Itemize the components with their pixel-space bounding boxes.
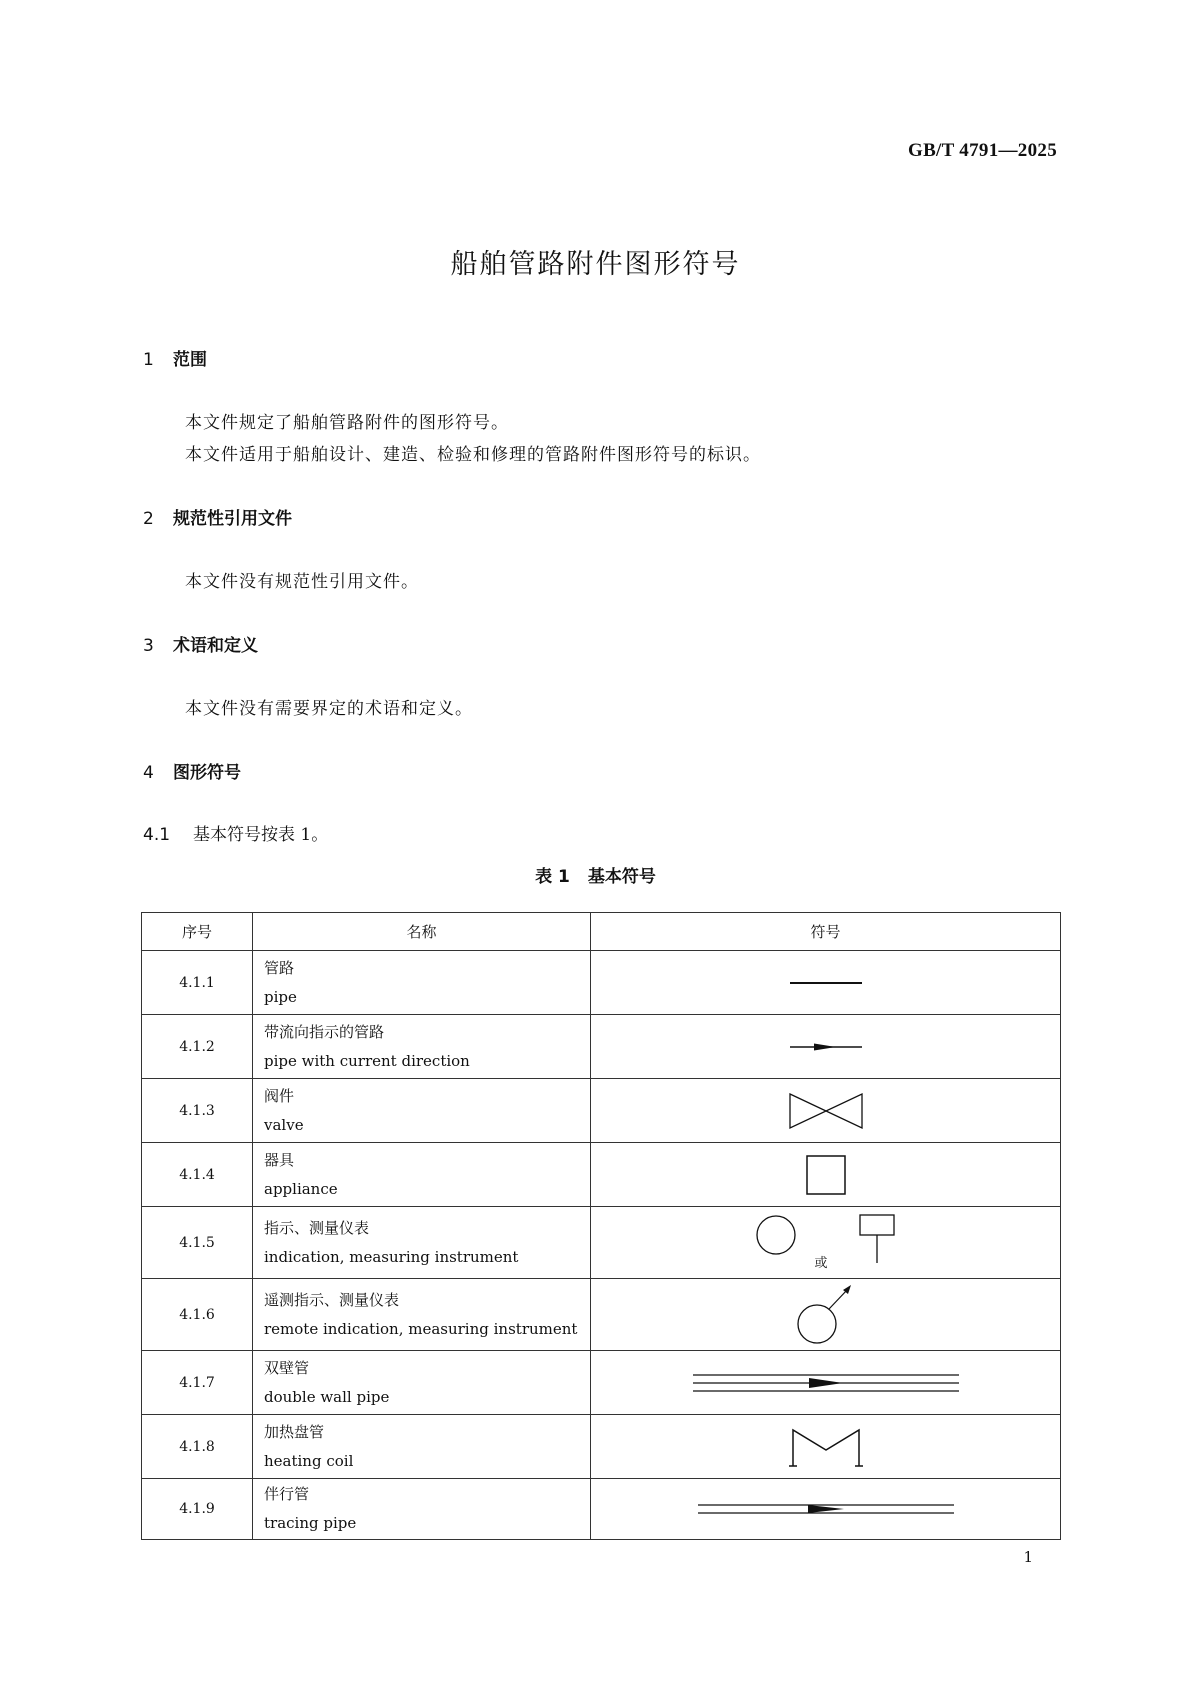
row-id: 4.1.9 [142, 1479, 253, 1540]
name-en: appliance [264, 1179, 338, 1198]
table-row [142, 1279, 1061, 1351]
name-en: double wall pipe [264, 1387, 390, 1406]
name-zh: 管路 [264, 958, 295, 977]
table-row [142, 1415, 1061, 1479]
row-name [253, 1415, 591, 1479]
section-number: 1 [143, 350, 154, 370]
row-symbol [591, 1015, 1061, 1079]
table-row [142, 1143, 1061, 1207]
header-symbol: 符号 [591, 913, 1061, 951]
header-serial: 序号 [142, 913, 253, 951]
row-symbol [591, 1079, 1061, 1143]
name-zh: 遥测指示、测量仪表 [264, 1290, 400, 1309]
appliance-symbol [805, 1154, 847, 1196]
page-number: 1 [1023, 1548, 1033, 1566]
table-row [142, 1015, 1061, 1079]
name-zh: 加热盘管 [264, 1422, 325, 1441]
clause-number: 4.1 [143, 825, 171, 845]
tracing-pipe-symbol [696, 1502, 956, 1516]
row-id: 4.1.1 [142, 951, 253, 1015]
row-symbol [591, 1351, 1061, 1415]
row-symbol [591, 1279, 1061, 1351]
row-id: 4.1.4 [142, 1143, 253, 1207]
paragraph: 本文件没有需要界定的术语和定义。 [185, 699, 473, 719]
symbols-table [141, 912, 1061, 1540]
row-symbol [591, 1479, 1061, 1540]
name-zh: 器具 [264, 1150, 295, 1169]
name-en: pipe [264, 987, 297, 1006]
or-label: 或 [813, 1255, 828, 1271]
name-zh: 指示、测量仪表 [264, 1218, 370, 1237]
name-zh: 伴行管 [264, 1485, 310, 1503]
row-name [253, 1079, 591, 1143]
section-title: 图形符号 [173, 763, 241, 783]
section-4-heading [143, 758, 241, 783]
name-en: valve [264, 1115, 304, 1134]
clause-4-1 [143, 820, 328, 845]
row-name [253, 1143, 591, 1207]
heating-coil-symbol [788, 1426, 864, 1468]
section-number: 4 [143, 763, 154, 783]
row-id: 4.1.6 [142, 1279, 253, 1351]
section-2-heading [143, 504, 292, 529]
table-row [142, 951, 1061, 1015]
paragraph: 本文件没有规范性引用文件。 [185, 572, 419, 592]
remote-instrument-symbol [796, 1284, 856, 1346]
pipe-symbol [786, 978, 866, 988]
section-1-heading [143, 345, 207, 370]
row-name [253, 1207, 591, 1279]
paragraph: 本文件规定了船舶管路附件的图形符号。 [185, 413, 509, 433]
table-caption-label: 表 1 [535, 867, 570, 887]
table-row [142, 1479, 1061, 1540]
clause-text: 基本符号按表 1。 [193, 825, 329, 845]
row-name [253, 1279, 591, 1351]
name-zh: 带流向指示的管路 [264, 1022, 385, 1041]
name-en: indication, measuring instrument [264, 1247, 519, 1266]
row-symbol [591, 951, 1061, 1015]
name-en: heating coil [264, 1451, 354, 1470]
paragraph: 本文件适用于船舶设计、建造、检验和修理的管路附件图形符号的标识。 [185, 445, 761, 465]
table-header-row [142, 913, 1061, 951]
valve-symbol [786, 1090, 866, 1132]
table-row [142, 1207, 1061, 1279]
table-row [142, 1351, 1061, 1415]
table-caption-title: 基本符号 [587, 867, 656, 887]
double-wall-pipe-symbol [691, 1372, 961, 1394]
measuring-instrument-symbol [756, 1213, 896, 1273]
document-title: 船舶管路附件图形符号 [450, 249, 741, 280]
section-title: 规范性引用文件 [173, 509, 292, 529]
document-number: GB/T 4791—2025 [907, 140, 1057, 161]
row-symbol [591, 1415, 1061, 1479]
row-name [253, 1351, 591, 1415]
table-row [142, 1079, 1061, 1143]
row-symbol [591, 1207, 1061, 1279]
section-title: 范围 [173, 350, 207, 370]
row-id: 4.1.2 [142, 1015, 253, 1079]
table-caption [0, 862, 1191, 887]
section-number: 3 [143, 636, 154, 656]
row-id: 4.1.5 [142, 1207, 253, 1279]
section-number: 2 [143, 509, 154, 529]
name-zh: 阀件 [264, 1086, 295, 1105]
name-zh: 双壁管 [264, 1358, 310, 1377]
name-en: pipe with current direction [264, 1051, 470, 1070]
row-id: 4.1.7 [142, 1351, 253, 1415]
row-symbol [591, 1143, 1061, 1207]
pipe-with-direction-symbol [786, 1041, 866, 1053]
name-en: remote indication, measuring instrument [264, 1319, 578, 1338]
name-en: tracing pipe [264, 1514, 357, 1532]
row-id: 4.1.8 [142, 1415, 253, 1479]
header-name: 名称 [253, 913, 591, 951]
row-name [253, 951, 591, 1015]
row-name [253, 1479, 591, 1540]
section-3-heading [143, 631, 258, 656]
row-id: 4.1.3 [142, 1079, 253, 1143]
row-name [253, 1015, 591, 1079]
section-title: 术语和定义 [173, 636, 258, 656]
